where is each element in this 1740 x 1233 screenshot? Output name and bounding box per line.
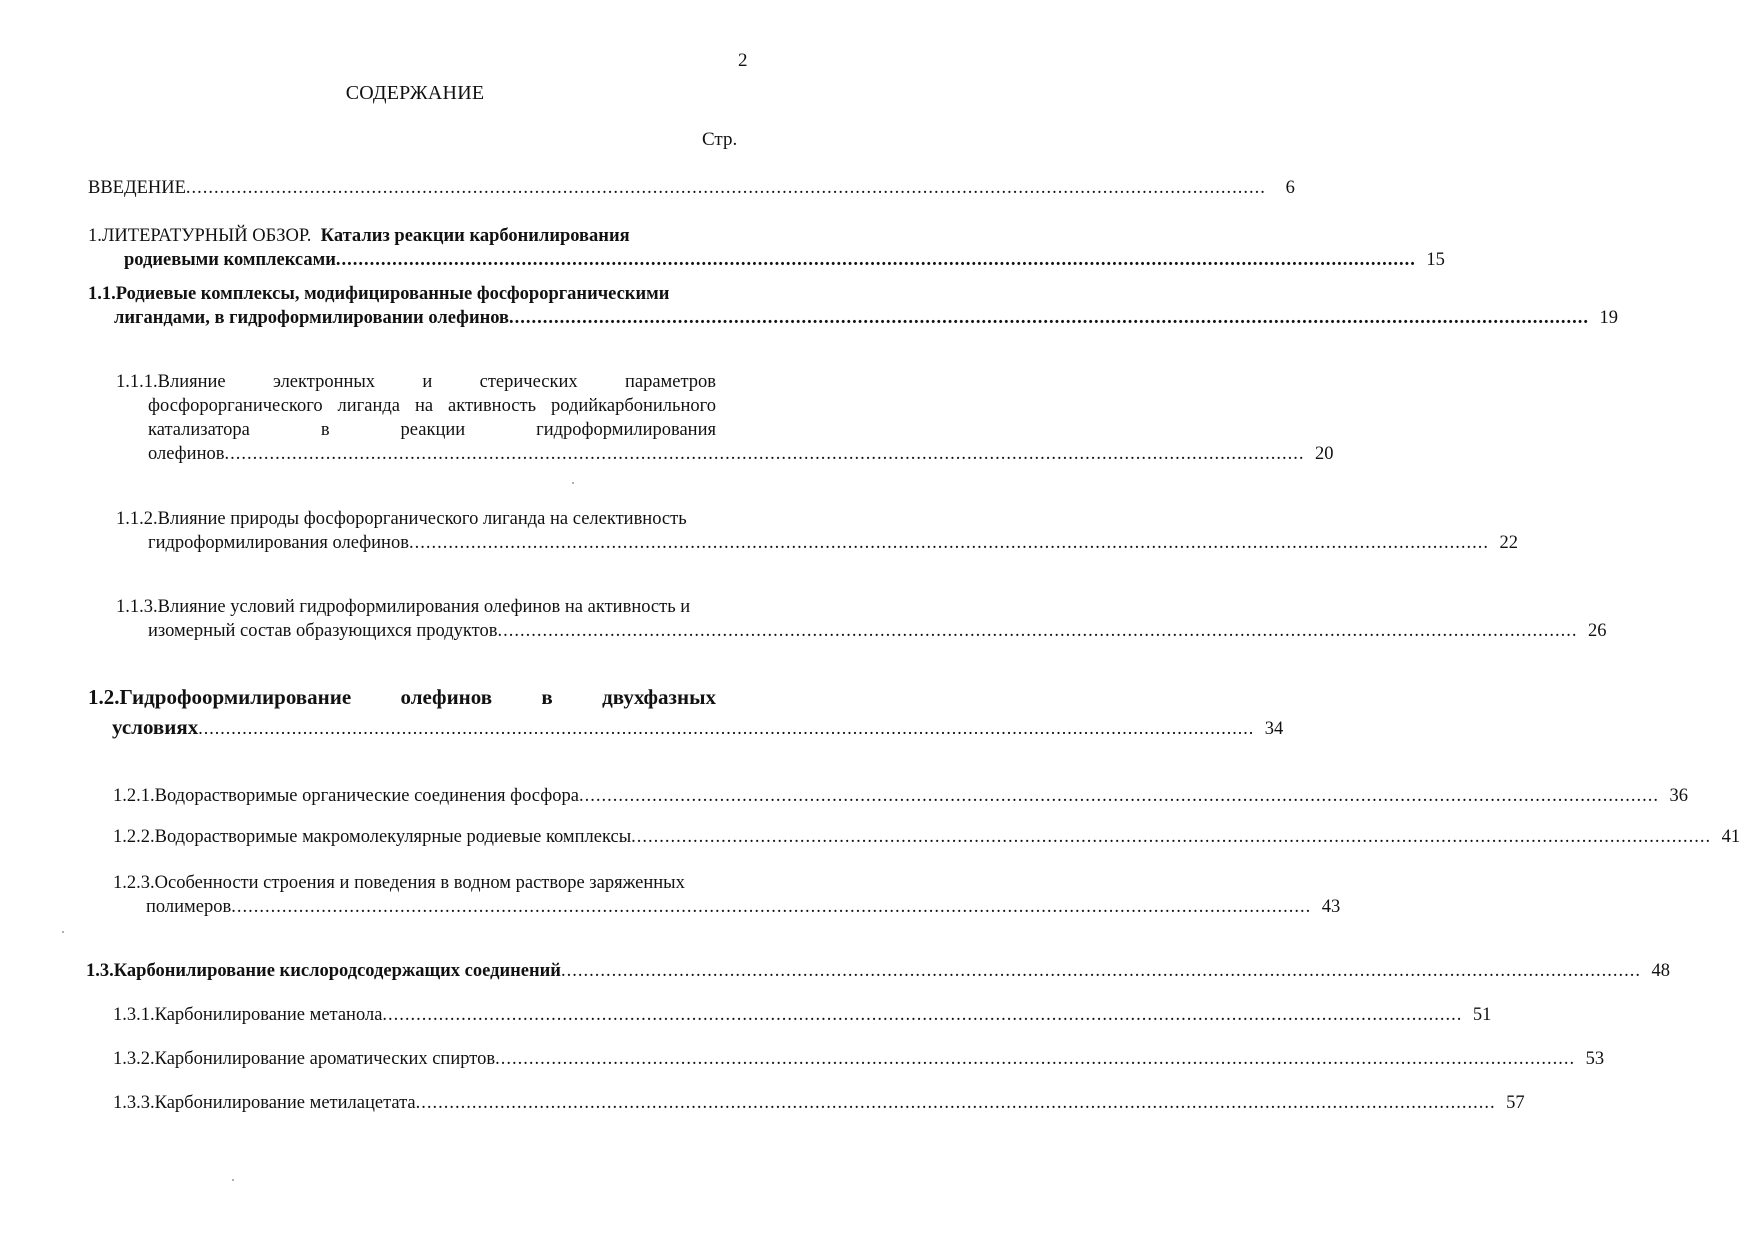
toc-entry-subsection-1-1-3[interactable] xyxy=(116,595,1607,643)
toc-page-number: 19 xyxy=(1599,308,1619,328)
toc-entry-subsection-1-1-2[interactable] xyxy=(116,507,1518,555)
toc-entry-line xyxy=(116,442,1334,466)
toc-entry-line xyxy=(88,712,1284,744)
toc-entry-subsection-1-1-1[interactable] xyxy=(116,370,1334,466)
toc-entry-chapter-1[interactable] xyxy=(88,224,1445,272)
toc-entry-line xyxy=(113,1003,1492,1027)
toc-entry-line: 1.1.2.Влияние природы фосфорорганического лиганда на селективность xyxy=(116,509,687,529)
toc-entry-label: 1.2.2.Водорастворимые макромолекулярные родиевые комплексы xyxy=(113,827,632,847)
toc-entry-line: катализатора в реакции гидроформилирования xyxy=(148,420,716,440)
toc-entry-label: 1.3.Карбонилирование кислородсодержащих соединений xyxy=(86,961,561,981)
scan-speck xyxy=(232,1179,234,1181)
toc-entry-label: 1.3.2.Карбонилирование ароматических спиртов xyxy=(113,1049,496,1069)
dot-leader: ................................................................................................................................................................................................ xyxy=(578,786,1659,806)
toc-page-number: 20 xyxy=(1314,444,1334,464)
scan-speck xyxy=(62,931,64,933)
dot-leader: ................................................................................................................................................................................................ xyxy=(495,1049,1576,1069)
toc-entry-line xyxy=(113,1091,1525,1115)
toc-entry-label: 1.2.1.Водорастворимые органические соединения фосфора xyxy=(113,786,579,806)
toc-page-number: 57 xyxy=(1506,1093,1525,1113)
toc-entry-line: фосфорорганического лиганда на активность родийкарбонильного xyxy=(148,396,716,416)
toc-entry-line xyxy=(88,224,736,248)
toc-entry-label: ВВЕДЕНИЕ xyxy=(88,178,186,198)
toc-entry-line: 1.1.Родиевые комплексы, модифицированные фосфорорганическими xyxy=(88,284,670,304)
toc-chapter-subject: Катализ реакции карбонилирования xyxy=(320,226,630,246)
toc-page-number: 22 xyxy=(1499,533,1518,553)
toc-entry-line: 1.1.3.Влияние условий гидроформилирования олефинов на активность и xyxy=(116,597,691,617)
toc-entry-line xyxy=(113,895,1341,919)
toc-entry-line xyxy=(113,1047,1605,1071)
toc-page-number: 53 xyxy=(1585,1049,1605,1069)
dot-leader: ................................................................................................................................................................................................ xyxy=(335,250,1416,270)
toc-entry-label: 1.3.1.Карбонилирование метанола xyxy=(113,1005,383,1025)
dot-leader: ................................................................................................................................................................................................ xyxy=(415,1093,1496,1113)
toc-entry-line xyxy=(88,306,1619,330)
toc-entry-label: олефинов xyxy=(148,444,225,464)
toc-chapter-heading: 1.ЛИТЕРАТУРНЫЙ ОБЗОР. xyxy=(88,226,312,246)
toc-entry-subsection-1-3-1[interactable] xyxy=(113,1003,1492,1027)
toc-page-number: 51 xyxy=(1472,1005,1492,1025)
toc-entry-line xyxy=(86,959,1670,983)
page-number: 2 xyxy=(738,50,748,71)
dot-leader: ................................................................................................................................................................................................ xyxy=(408,533,1489,553)
toc-entry-line xyxy=(113,784,1688,808)
toc-entry-label: изомерный состав образующихся продуктов xyxy=(148,621,498,641)
toc-page-number: 41 xyxy=(1721,827,1740,847)
toc-entry-line xyxy=(113,825,1740,849)
toc-page-number: 26 xyxy=(1587,621,1607,641)
toc-entry-section-1-1[interactable] xyxy=(88,282,1619,330)
toc-entry-section-1-2[interactable] xyxy=(88,682,1284,744)
toc-entry-introduction[interactable] xyxy=(88,176,1295,200)
page-column-header: Стр. xyxy=(702,129,738,150)
toc-entry-line xyxy=(88,176,1295,200)
toc-entry-label: 1.3.3.Карбонилирование метилацетата xyxy=(113,1093,416,1113)
toc-page-number: 6 xyxy=(1285,178,1295,198)
toc-page-number: 48 xyxy=(1651,961,1670,981)
toc-entry-subsection-1-2-2[interactable] xyxy=(113,825,1740,849)
toc-entry-line xyxy=(88,248,1445,272)
toc-entry-label: условиях xyxy=(112,715,199,739)
dot-leader: ................................................................................................................................................................................................ xyxy=(560,961,1641,981)
toc-entry-line xyxy=(116,619,1607,643)
toc-entry-line: 1.1.1.Влияние электронных и стерических параметров xyxy=(116,372,716,392)
toc-page-number: 43 xyxy=(1321,897,1341,917)
toc-entry-subsection-1-2-1[interactable] xyxy=(113,784,1688,808)
toc-page-number: 36 xyxy=(1669,786,1688,806)
dot-leader: ................................................................................................................................................................................................ xyxy=(224,444,1305,464)
toc-entry-subsection-1-3-3[interactable] xyxy=(113,1091,1525,1115)
toc-entry-section-1-3[interactable] xyxy=(86,959,1670,983)
toc-page-number: 15 xyxy=(1426,250,1445,270)
scan-speck xyxy=(572,482,574,484)
toc-entry-line: 1.2.Гидрофоормилирование олефинов в двухфазных xyxy=(88,685,716,709)
dot-leader: ................................................................................................................................................................................................ xyxy=(198,718,1255,738)
toc-entry-subsection-1-2-3[interactable] xyxy=(113,871,1341,919)
toc-entry-label: родиевыми комплексами xyxy=(124,250,336,270)
toc-entry-line xyxy=(116,531,1518,555)
dot-leader: ................................................................................................................................................................................................ xyxy=(497,621,1578,641)
dot-leader: ................................................................................................................................................................................................ xyxy=(231,897,1312,917)
toc-page-number: 34 xyxy=(1264,719,1284,739)
toc-entry-label: полимеров xyxy=(146,897,232,917)
toc-entry-label: гидроформилирования олефинов xyxy=(148,533,409,553)
dot-leader: ................................................................................................................................................................................................ xyxy=(185,178,1266,198)
dot-leader: ................................................................................................................................................................................................ xyxy=(631,827,1712,847)
page-title: СОДЕРЖАНИЕ xyxy=(345,82,485,104)
dot-leader: ................................................................................................................................................................................................ xyxy=(509,308,1590,328)
toc-entry-line: 1.2.3.Особенности строения и поведения в водном растворе заряженных xyxy=(113,873,685,893)
dot-leader: ................................................................................................................................................................................................ xyxy=(382,1005,1463,1025)
toc-entry-label: лигандами, в гидроформилировании олефинов xyxy=(114,308,510,328)
toc-entry-subsection-1-3-2[interactable] xyxy=(113,1047,1605,1071)
